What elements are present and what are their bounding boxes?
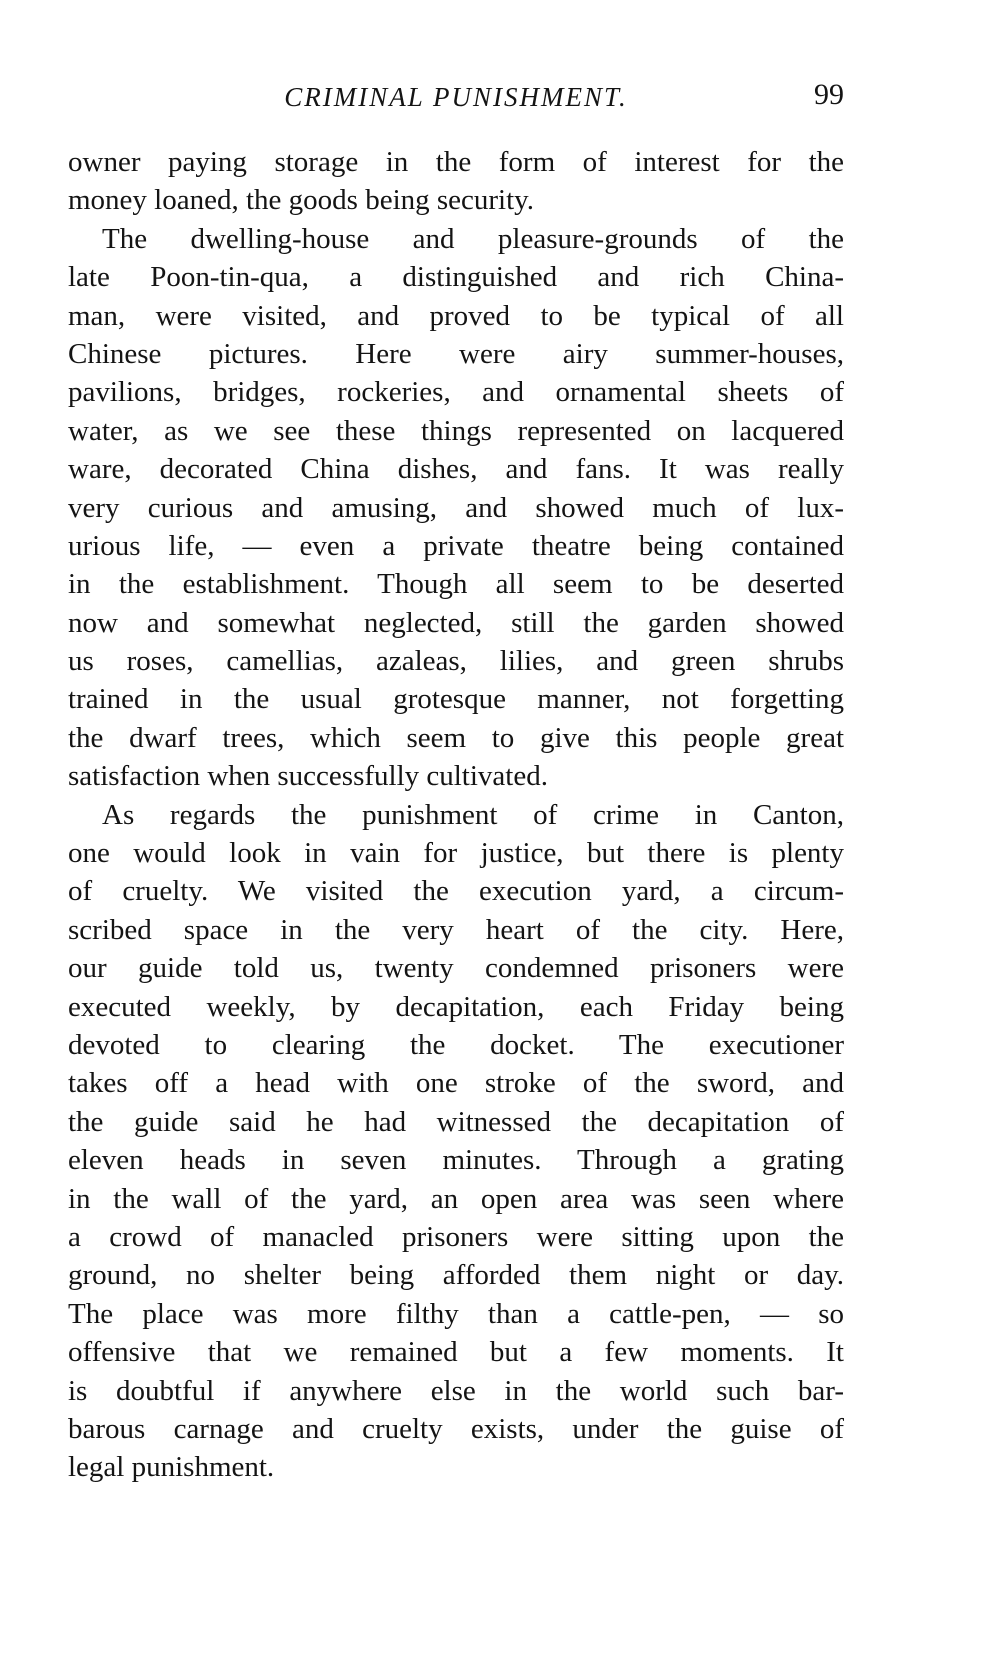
text-line: executed weekly, by decapitation, each Friday being [68,990,844,1023]
running-head [68,78,844,122]
text-line: As regards the punishment of crime in Canton, [102,798,844,831]
text-line: scribed space in the very heart of the city. Here, [68,913,844,946]
paragraph [68,143,844,220]
text-line: satisfaction when successfully cultivated. [68,760,548,793]
text-line: one would look in vain for justice, but there is plenty [68,837,844,870]
text-line: ground, no shelter being afforded them night or day. [68,1259,844,1292]
text-line: late Poon-tin-qua, a distinguished and rich China- [68,261,844,294]
text-line: pavilions, bridges, rockeries, and ornamental sheets of [68,376,844,409]
text-line: owner paying storage in the form of interest for the [68,146,844,178]
page-number: 99 [814,78,844,111]
text-line: takes off a head with one stroke of the sword, and [68,1067,844,1100]
text-line: very curious and amusing, and showed much of lux- [68,491,844,524]
text-line: urious life, — even a private theatre being contained [68,529,844,562]
text-line: The dwelling-house and pleasure-grounds of the [102,222,844,255]
chapter-title: CRIMINAL PUNISHMENT. [284,82,628,112]
text-line: the guide said he had witnessed the decapitation of [68,1105,844,1138]
text-line: the dwarf trees, which seem to give this people great [68,721,844,754]
text-line: devoted to clearing the docket. The executioner [68,1028,844,1061]
text-line: is doubtful if anywhere else in the world such bar- [68,1374,844,1407]
text-line: eleven heads in seven minutes. Through a grating [68,1144,844,1177]
text-line: now and somewhat neglected, still the garden showed [68,606,844,639]
text-line: offensive that we remained but a few moments. It [68,1336,844,1369]
text-line: barous carnage and cruelty exists, under the guise of [68,1412,844,1445]
body-text [68,143,844,1487]
text-line: us roses, camellias, azaleas, lilies, and green shrubs [68,645,844,678]
text-line: in the establishment. Though all seem to be deserted [68,568,844,601]
text-line: a crowd of manacled prisoners were sitting upon the [68,1220,844,1253]
text-line: of cruelty. We visited the execution yard, a circum- [68,875,844,908]
text-line: money loaned, the goods being security. [68,184,535,217]
text-line: man, were visited, and proved to be typical of all [68,299,844,332]
text-line: our guide told us, twenty condemned prisoners were [68,952,844,985]
paragraph [68,796,844,1487]
text-line: legal punishment. [68,1451,275,1484]
text-line: trained in the usual grotesque manner, not forgetting [68,683,844,716]
text-line: Chinese pictures. Here were airy summer-houses, [68,337,844,370]
text-line: ware, decorated China dishes, and fans. It was really [68,453,844,486]
text-line: in the wall of the yard, an open area was seen where [68,1182,844,1215]
text-line: water, as we see these things represented on lacquered [68,414,844,447]
paragraph [68,220,844,796]
text-line: The place was more filthy than a cattle-pen, — so [68,1297,844,1330]
